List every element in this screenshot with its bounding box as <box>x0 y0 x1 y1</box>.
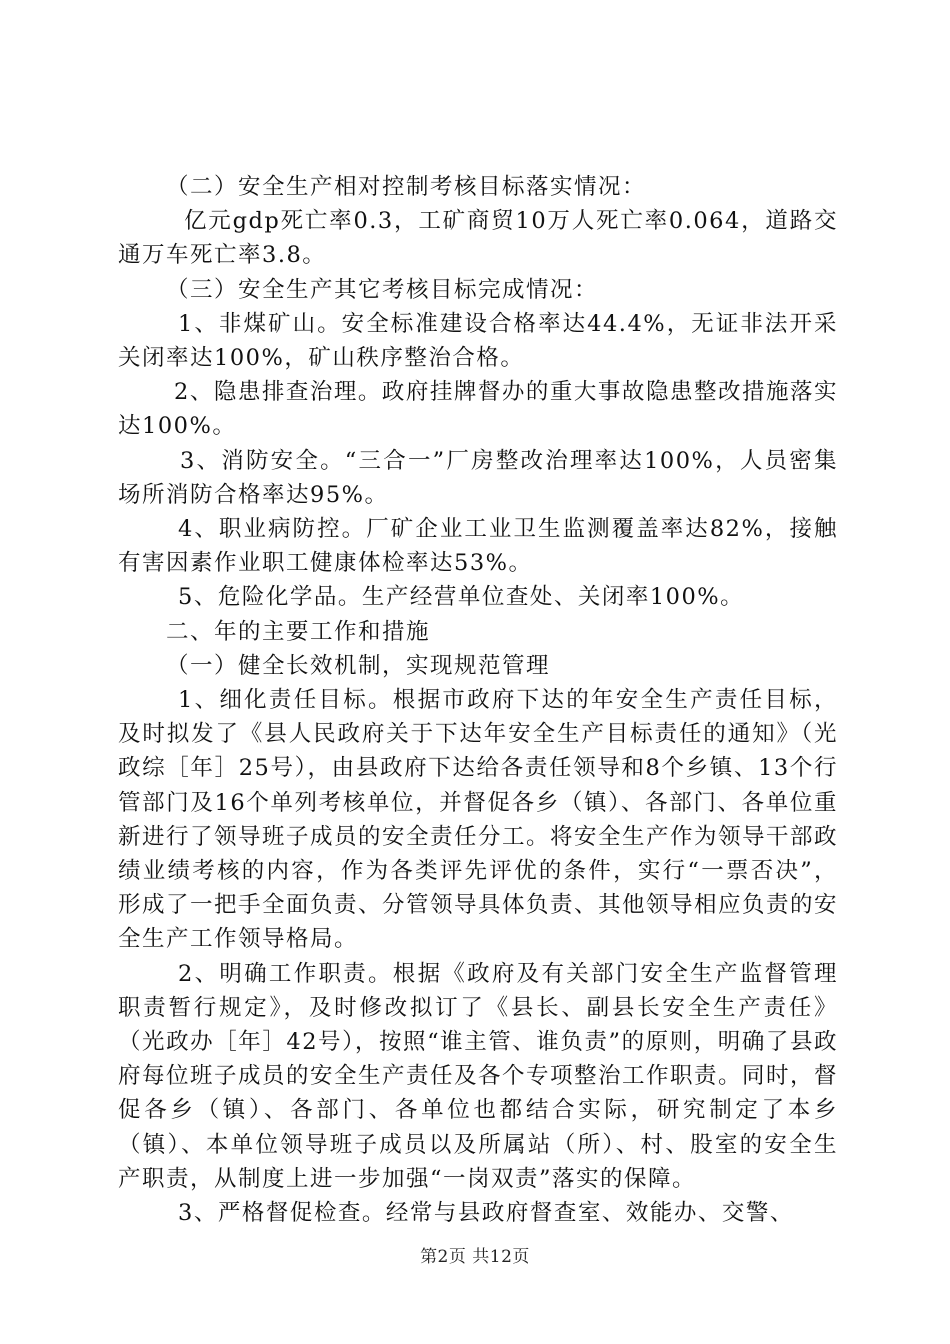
paragraph: （二）安全生产相对控制考核目标落实情况： <box>166 174 647 200</box>
paragraph: （三）安全生产其它考核目标完成情况： <box>166 276 599 303</box>
paragraph: 1、非煤矿山。安全标准建设合格率达44.4%，无证非法开采关闭率达100%，矿山秩序整治合格。 <box>118 310 838 372</box>
paragraph: 4、职业病防控。厂矿企业工业卫生监测覆盖率达82%，接触有害因素作业职工健康体检率达53%。 <box>118 516 838 577</box>
section-heading: 二、年的主要工作和措施 <box>166 618 431 645</box>
paragraph: 1、细化责任目标。根据市政府下达的年安全生产责任目标，及时拟发了《县人民政府关于下达年安全生产目标责任的通知》（光政综［年］25号），由县政府下达给各责任领导和8个乡镇、13个行管部门及16个单列考核单位，并督促各乡（镇）、各部门、各单位重新进行了领导班子成员的安全责任分工。将安全生产作为领导干部政绩业绩考核的内容，作为各类评先评优的条件，实行“一票否决”，形成了一把手全面负责、分管领导具体负责、其他领导相应负责的安全生产工作领导格局。 <box>118 687 839 953</box>
subsection-heading: （一）健全长效机制，实现规范管理 <box>166 652 551 679</box>
paragraph: 3、消防安全。“三合一”厂房整改治理率达100%，人员密集场所消防合格率达95%。 <box>118 447 838 508</box>
page-footer: 第2页 共12页 <box>420 1247 530 1267</box>
paragraph: 亿元gdp死亡率0.3，工矿商贸10万人死亡率0.064，道路交通万车死亡率3.8。 <box>118 208 838 269</box>
paragraph: 5、危险化学品。生产经营单位查处、关闭率100%。 <box>178 584 745 611</box>
paragraph: 3、严格督促检查。经常与县政府督查室、效能办、交警、 <box>178 1200 794 1227</box>
paragraph: 2、隐患排查治理。政府挂牌督办的重大事故隐患整改措施落实达100%。 <box>118 379 838 440</box>
paragraph: 2、明确工作职责。根据《政府及有关部门安全生产监督管理职责暂行规定》，及时修改拟订了《县长、副县长安全生产责任》（光政办［年］42号），按照“谁主管、谁负责”的原则，明确了县政府每位班子成员的安全生产责任及各个专项整治工作职责。同时，督促各乡（镇）、各部门、各单位也都结合实际，研究制定了本乡（镇）、本单位领导班子成员以及所属站（所）、村、股室的安全生产职责，从制度上进一步加强“一岗双责”落实的保障。 <box>118 960 839 1192</box>
document-body <box>118 170 838 1230</box>
